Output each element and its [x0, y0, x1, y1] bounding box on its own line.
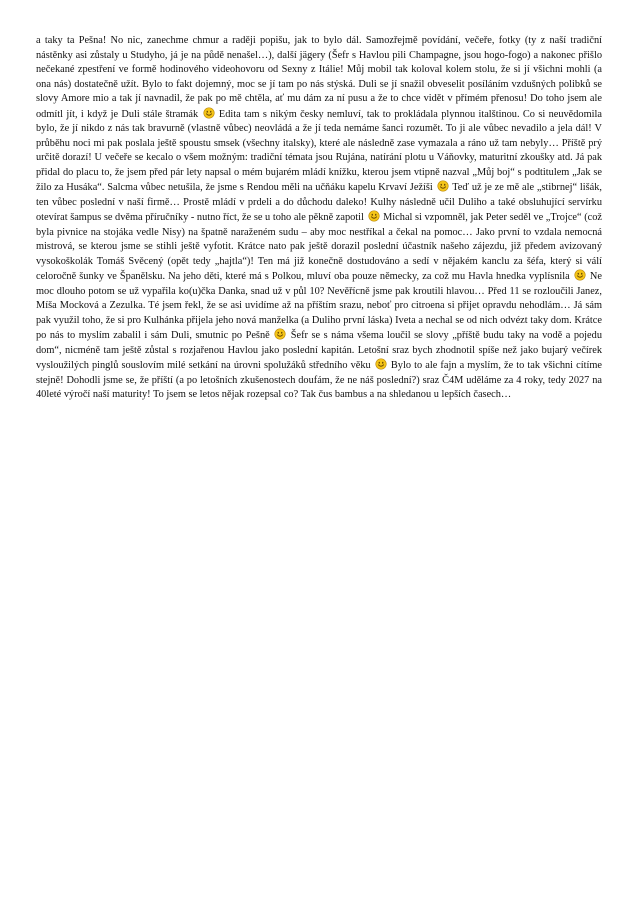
- smiling-face-icon: [437, 180, 449, 192]
- document-body-text: [36, 34, 602, 403]
- smiling-face-icon: [574, 269, 586, 281]
- text-run: Edita tam s nikým česky nemluví, tak to prokládala plynnou italštinou. Co si neuvědomila bylo, že jí nikdo z nás tak bravurně (vlastně vůbec) neovládá a že jí teda nemáme šanci rozumět. To ji ale vůbec nevadilo a jela dál! V průběhu noci mi pak poslala ještě spoustu smsek (všechny italsky), které ale následně zase vymazala a ráno už tam nebyly… Příště prý určitě dorazí! U večeře se kecalo o všem možným: tradiční témata jsou Rujána, natírání plotu u Váňovky, maturitní zkoušky atd. Já pak přidal do placu to, že jsem před pár lety napsal o mém bujarém mládí knížku, kterou jsem vtipně nazval „Můj boj“ s podtitulem „Jak se žilo za Husáka“. Salcma vůbec netušila, že jsme s Rendou měli na učňáku kapelu Krvaví Ježíši: [36, 108, 602, 193]
- paragraph: [36, 34, 602, 403]
- text-run: Michal si vzpomněl, jak Peter seděl ve „Trojce“ (což byla pivnice na stojáka vedle Nisy) na špatně naraženém sudu – aby moc nestříkal a čekal na pomoc… Jako první to vzdala nemocná mistrová, se kterou jsme se stihli ještě vyfotit. Krátce nato pak ještě dorazil poslední účastník našeho zájezdu, již předem avizovaný vysokoškolák Tomáš Svěcený (opět tedy „hajtla“)! Ten má již konečně dostudováno a sedí v nějakém kanclu za šéfa, který si válí celoročně šunky ve Španělsku. Na jeho děti, které má s Polkou, mluví oba pouze německy, za což mu Havla hnedka vyplísnila: [36, 212, 602, 282]
- smiling-face-icon: [203, 107, 215, 119]
- text-run: Teď už je ze mě ale „stibrnej“ lišák, ten vůbec poslední v naší firmě… Prostě mládí v prdeli a do důchodu daleko! Kulhy následně učil Duliho a také obsluhující servírku otevírat šampus se dvěma příručníky - nutno říct, že se u toho ale pěkně zapotil: [36, 182, 602, 223]
- text-run: Šefr se s náma všema loučil se slovy „příště budu taky na vodě a pojedu dom“, nicméně tam ještě zůstal s rozjařenou Havlou jako poslední kapitán. Letošní sraz bych zhodnotil spíše než jako bujarý večírek vysloužilých pinglů souslovím milé setkání na úrovni spolužáků středního věku: [36, 330, 602, 371]
- smiling-face-icon: [368, 210, 380, 222]
- smiling-face-icon: [274, 328, 286, 340]
- text-run: Bylo to ale fajn a myslím, že to tak všichni cítíme stejně! Dohodli jsme se, že příští (a po letošních zkušenostech doufám, že ne náš poslední?) sraz Č4M uděláme za 4 roky, tedy 2027 na 40leté výročí naší maturity! To jsem se letos nějak rozepsal co? Tak čus bambus a na shledanou u lepších časech…: [36, 360, 602, 400]
- text-run: Ne moc dlouho potom se už vypařila ko(u)čka Danka, snad už v půl 10? Nevěřícně jsme pak kroutili hlavou… Před 11 se rozloučili Janez, Míša Mocková a Zezulka. Té jsem řekl, že se asi uvidíme až na příštím srazu, neboť pro citroena si přijet opravdu nehodlám… Já sám pak využil toho, že si pro Kulhánka přijela jeho nová manželka (a Duliho první láska) Iveta a nechal se od nich odvézt taky dom. Krátce po nás to myslím zabalil i sám Duli, smutnic po Pešně: [36, 271, 602, 341]
- text-run: a taky ta Pešna! No nic, zanechme chmur a raději popišu, jak to bylo dál. Samozřejmě povídání, večeře, fotky (ty z naší tradiční nástěnky asi zůstaly u Studyho, já je na půdě nenašel…), další jägery (Šefr s Havlou pili Champagne, jsou hogo-fogo) a nakonec přišlo nečekané zpestření ve formě hodinového videohovoru od Sexny z Itálie! Můj mobil tak koloval kolem stolu, že si jí všichni mohli (a ona nás) dostatečně užít. Bylo to fakt dojemný, moc se jí tam po nás stýská. Duli se jí snažil obveselit posíláním vzdušných polibků se slovy Amore mio a tak jí navnadil, že pak po mě chtěla, ať mu dám za ní pusu a že to chce vidět v přímém přenosu! Do toho jsem ale odmítl jít, i když je Duli stále štramák: [36, 35, 602, 120]
- smiling-face-icon: [375, 358, 387, 370]
